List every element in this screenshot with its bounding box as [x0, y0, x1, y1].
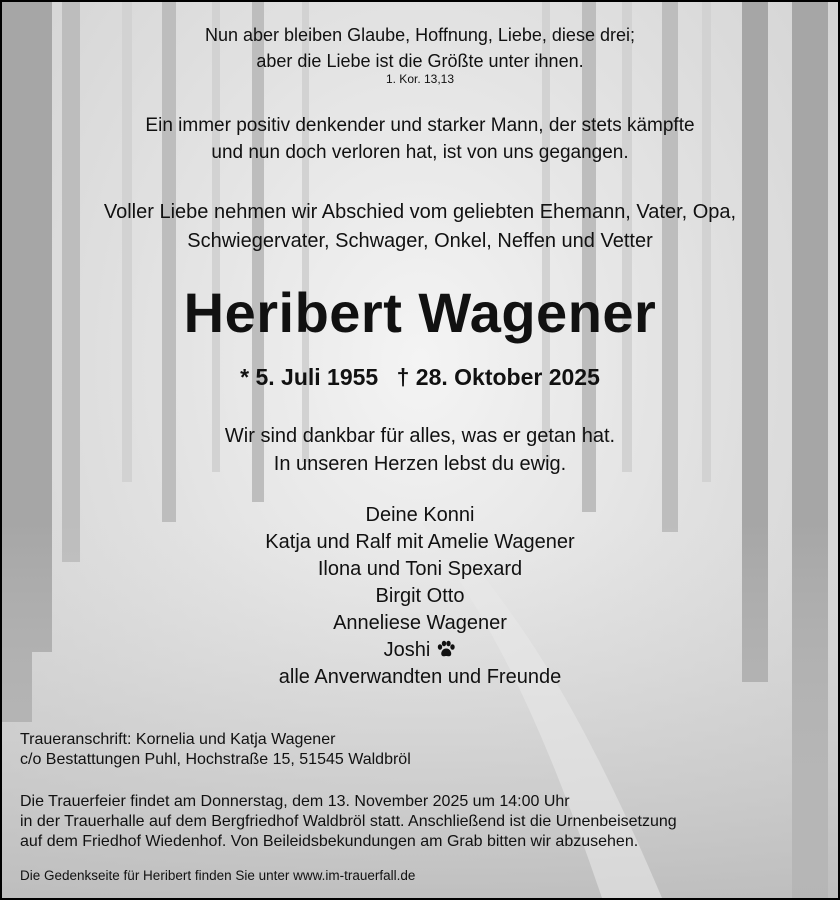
verse-reference: 1. Kor. 13,13 — [385, 72, 455, 86]
mourner-with-pet — [2, 637, 838, 664]
address-line: Traueranschrift: Kornelia und Katja Wagener — [20, 731, 336, 748]
deceased-name: Heribert Wagener — [183, 281, 657, 344]
mourner: alle Anverwandten und Freunde — [278, 666, 562, 688]
verse-line: Nun aber bleiben Glaube, Hoffnung, Liebe, diese drei; — [205, 25, 635, 45]
farewell-line: Voller Liebe nehmen wir Abschied vom geliebten Ehemann, Vater, Opa, — [103, 201, 737, 223]
birth-date: * 5. Juli 1955 — [240, 364, 379, 390]
mourner: Joshi — [383, 639, 431, 661]
intro-line: Ein immer positiv denkender und starker Mann, der stets kämpfte — [145, 115, 695, 136]
bible-verse — [2, 22, 838, 74]
farewell-text — [2, 198, 838, 256]
mourner: Birgit Otto — [375, 585, 465, 607]
life-dates — [2, 364, 838, 391]
mourner: Anneliese Wagener — [333, 612, 507, 634]
ceremony-line: in der Trauerhalle auf dem Bergfriedhof Waldbröl statt. Anschließend ist die Urnenbeisetzung — [20, 813, 677, 830]
mourner: Katja und Ralf mit Amelie Wagener — [265, 531, 575, 553]
ceremony-line: Die Trauerfeier findet am Donnerstag, dem 13. November 2025 um 14:00 Uhr — [20, 793, 570, 810]
mourner: Deine Konni — [365, 504, 475, 526]
thanks-text — [2, 422, 838, 478]
mourning-address — [20, 730, 820, 770]
mourners-list — [2, 502, 838, 691]
memorial-page-text: Die Gedenkseite für Heribert finden Sie unter www.im-trauerfall.de — [20, 868, 416, 883]
paw-icon — [436, 640, 456, 658]
intro-line: und nun doch verloren hat, ist von uns gegangen. — [211, 142, 629, 163]
mourner: Ilona und Toni Spexard — [317, 558, 523, 580]
ceremony-line: auf dem Friedhof Wiedenhof. Von Beileidsbekundungen am Grab bitten wir abzusehen. — [20, 833, 639, 850]
verse-line: aber die Liebe ist die Größte unter ihnen. — [256, 51, 584, 71]
ceremony-info — [20, 792, 820, 852]
thanks-line: Wir sind dankbar für alles, was er getan hat. — [224, 425, 616, 447]
thanks-line: In unseren Herzen lebst du ewig. — [273, 453, 567, 475]
death-date: † 28. Oktober 2025 — [396, 364, 600, 390]
address-line: c/o Bestattungen Puhl, Hochstraße 15, 51545 Waldbröl — [20, 751, 411, 768]
intro-text — [2, 112, 838, 166]
farewell-line: Schwiegervater, Schwager, Onkel, Neffen und Vetter — [187, 230, 653, 252]
